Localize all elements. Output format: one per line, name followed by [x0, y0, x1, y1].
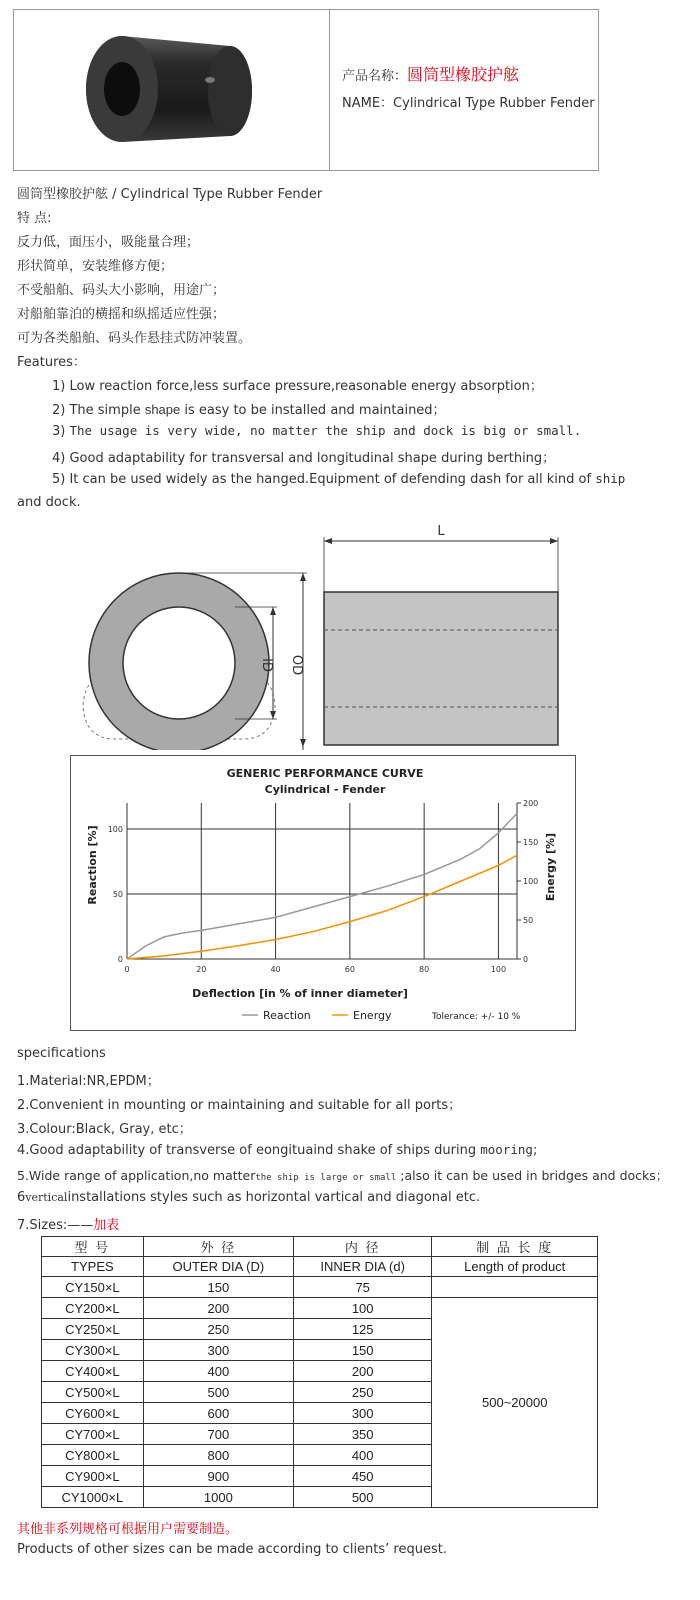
cell-inner: 125: [293, 1319, 432, 1340]
feature-cn-5: 可为各类船舶、码头作悬挂式防冲装置。: [17, 331, 252, 346]
cell-inner: 75: [293, 1277, 432, 1298]
cell-type: CY150×L: [42, 1277, 144, 1298]
header-outer-cn: 外 径: [143, 1237, 293, 1257]
section-heading: 圆筒型橡胶护舷 / Cylindrical Type Rubber Fender: [17, 187, 323, 202]
cell-inner: 350: [293, 1424, 432, 1445]
cell-outer: 900: [143, 1466, 293, 1487]
feature-cn-2: 形状简单，安装维修方便；: [17, 259, 174, 274]
series-line-energy: [127, 855, 517, 959]
table-row: [42, 1298, 598, 1319]
y2-tick-label: 50: [523, 916, 534, 925]
feature-en-2: 2) The simple shape is easy to be installed and maintained；: [52, 402, 446, 418]
feature-en-1: 1) Low reaction force,less surface pressure,reasonable energy absorption；: [52, 379, 543, 394]
table-row: [42, 1277, 598, 1298]
feature-en-3: 3) The usage is very wide, no matter the ship and dock is big or small.: [52, 423, 582, 439]
cell-inner: 100: [293, 1298, 432, 1319]
cell-type: CY250×L: [42, 1319, 144, 1340]
cell-type: CY500×L: [42, 1382, 144, 1403]
feature-cn-1: 反力低，面压小，吸能量合理；: [17, 235, 200, 250]
label-od: OD: [289, 654, 304, 676]
footer-cn: 其他非系列规格可根据用户需要制造。: [17, 1522, 239, 1537]
cell-outer: 250: [143, 1319, 293, 1340]
cell-inner: 450: [293, 1466, 432, 1487]
sizes-table: [41, 1236, 598, 1508]
cell-length: 500~20000: [432, 1298, 598, 1508]
cell-inner: 400: [293, 1445, 432, 1466]
cell-type: CY700×L: [42, 1424, 144, 1445]
fender-dimension-drawing: [55, 525, 575, 750]
cell-outer: 800: [143, 1445, 293, 1466]
cell-type: CY300×L: [42, 1340, 144, 1361]
features-cn-title: 特 点:: [17, 211, 52, 226]
feature-en-4: 4) Good adaptability for transversal and longitudinal shape during berthing；: [52, 451, 556, 466]
product-name-value: 圆筒型橡胶护舷: [407, 65, 520, 84]
x-tick-label: 100: [490, 965, 507, 974]
y-tick-label: 0: [117, 955, 123, 964]
y2-tick-label: 200: [523, 799, 539, 808]
cell-type: CY400×L: [42, 1361, 144, 1382]
cell-inner: 200: [293, 1361, 432, 1382]
label-id: ID: [259, 658, 274, 672]
x-tick-label: 80: [419, 965, 430, 974]
footer-en: Products of other sizes can be made according to clients’ request.: [17, 1542, 447, 1557]
cell-inner: 250: [293, 1382, 432, 1403]
cell-outer: 700: [143, 1424, 293, 1445]
table-header-en: [42, 1257, 598, 1277]
header-types-en: TYPES: [42, 1257, 144, 1277]
product-name: 产品名称：圆筒型橡胶护舷: [342, 65, 520, 84]
cell-type: CY1000×L: [42, 1487, 144, 1508]
performance-chart: [70, 755, 576, 1031]
spec-2: 2.Convenient in mounting or maintaining and suitable for all ports；: [17, 1098, 462, 1113]
header-types-cn: 型 号: [42, 1237, 144, 1257]
header-length-cn: 制 品 长 度: [432, 1237, 598, 1257]
cell-type: CY200×L: [42, 1298, 144, 1319]
chart-tolerance: Tolerance: +/- 10 %: [432, 1012, 521, 1022]
spec-4: 4.Good adaptability of transverse of eongituaind shake of ships during mooring;: [17, 1142, 538, 1158]
label-l: L: [437, 525, 445, 539]
spec-5: 5.Wide range of application,no matterthe ship is large or small ;also it can be used in bridges and docks；: [17, 1168, 669, 1183]
series-line-reaction: [127, 813, 517, 959]
legend-reaction: Reaction: [263, 1009, 311, 1022]
specs-title: specifications: [17, 1046, 106, 1061]
spec-3: 3.Colour:Black, Gray, etc；: [17, 1122, 192, 1137]
product-header-divider: [329, 9, 330, 171]
fender-inner-circle: [123, 607, 235, 719]
cell-outer: 200: [143, 1298, 293, 1319]
chart-title: GENERIC PERFORMANCE CURVE: [226, 767, 424, 780]
header-inner-cn: 内 径: [293, 1237, 432, 1257]
cell-outer: 300: [143, 1340, 293, 1361]
cell-length-empty: [432, 1277, 598, 1298]
y-tick-label: 50: [112, 890, 123, 899]
x-tick-label: 20: [196, 965, 207, 974]
cell-outer: 500: [143, 1382, 293, 1403]
y2-tick-label: 0: [523, 955, 529, 964]
cell-inner: 300: [293, 1403, 432, 1424]
spec-7-link: 加表: [93, 1218, 120, 1233]
cell-outer: 150: [143, 1277, 293, 1298]
header-inner-en: INNER DIA (d): [293, 1257, 432, 1277]
feature-en-5: 5) It can be used widely as the hanged.Equipment of defending dash for all kind of ship: [52, 471, 626, 487]
cell-outer: 600: [143, 1403, 293, 1424]
header-outer-en: OUTER DIA (D): [143, 1257, 293, 1277]
cell-outer: 1000: [143, 1487, 293, 1508]
chart-ylabel: Reaction [%]: [86, 825, 99, 905]
chart-xlabel: Deflection [in % of inner diameter]: [192, 987, 408, 1000]
x-tick-label: 40: [270, 965, 281, 974]
header-length-en: Length of product: [432, 1257, 598, 1277]
cell-inner: 500: [293, 1487, 432, 1508]
feature-cn-3: 不受船舶、码头大小影响，用途广；: [17, 283, 226, 298]
spec-1: 1.Material:NR,EPDM；: [17, 1074, 160, 1089]
product-name-en: NAME：Cylindrical Type Rubber Fender: [342, 96, 595, 111]
product-image: [80, 28, 260, 148]
y2-tick-label: 100: [523, 877, 539, 886]
feature-cn-4: 对船舶靠泊的横摇和纵摇适应性强；: [17, 307, 226, 322]
chart-subtitle: Cylindrical - Fender: [264, 783, 386, 796]
table-header-cn: [42, 1237, 598, 1257]
feature-en-5-cont: and dock.: [17, 495, 81, 510]
features-en-title: Features：: [17, 355, 86, 370]
cell-outer: 400: [143, 1361, 293, 1382]
fender-side-view: [324, 592, 558, 745]
y-tick-label: 100: [107, 825, 123, 834]
cell-inner: 150: [293, 1340, 432, 1361]
x-tick-label: 0: [124, 965, 130, 974]
legend-energy: Energy: [353, 1009, 392, 1022]
cell-type: CY900×L: [42, 1466, 144, 1487]
cell-type: CY600×L: [42, 1403, 144, 1424]
cell-type: CY800×L: [42, 1445, 144, 1466]
y2-tick-label: 150: [523, 838, 539, 847]
chart-y2label: Energy [%]: [544, 832, 557, 902]
spec-7: 7.Sizes:——加表: [17, 1218, 120, 1233]
spec-6: 6verticalinstallations styles such as horizontal vartical and diagonal etc.: [17, 1190, 481, 1205]
x-tick-label: 60: [344, 965, 355, 974]
